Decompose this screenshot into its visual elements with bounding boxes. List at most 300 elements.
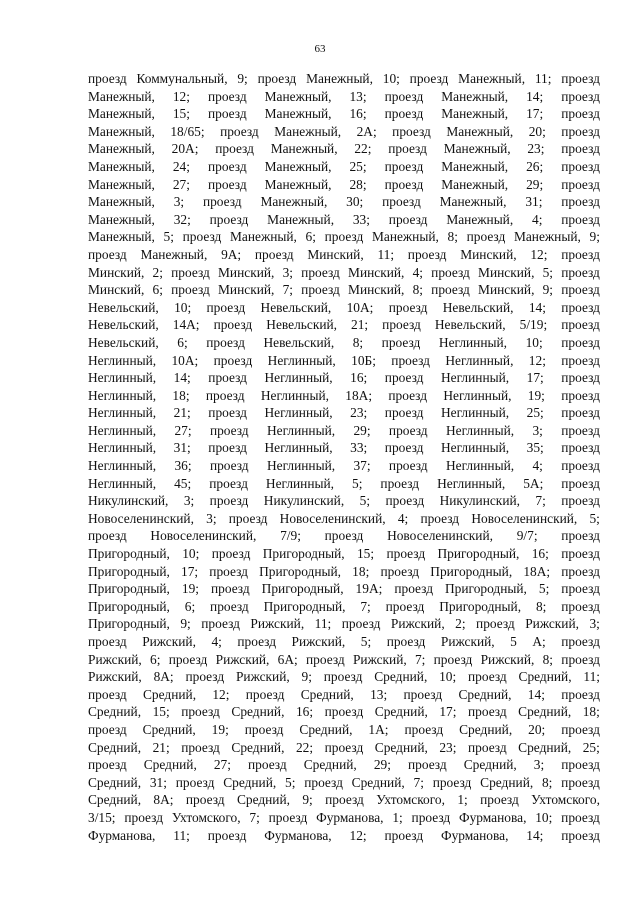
word: проезд	[431, 264, 470, 280]
word: 5;	[538, 581, 550, 597]
word: проезд	[381, 334, 421, 350]
word: проезд	[561, 634, 600, 649]
word: Рижский,	[525, 616, 579, 632]
word: Манежный,	[88, 158, 155, 174]
word: 27;	[172, 176, 190, 192]
word: Манежный,	[441, 88, 509, 104]
word: 4;	[532, 458, 543, 474]
word: 26;	[526, 158, 544, 174]
word: 24;	[172, 158, 190, 174]
word: Рижский,	[440, 634, 495, 649]
word: 17;	[439, 704, 457, 720]
word: Неглинный,	[438, 334, 508, 350]
word: проезд	[561, 370, 600, 386]
word: Минский,	[348, 282, 405, 298]
word: 14;	[173, 370, 191, 386]
word: проезд	[245, 686, 285, 702]
text-line	[88, 827, 600, 845]
word: 5;	[163, 229, 174, 245]
word: 9;	[237, 71, 248, 86]
text-line	[88, 369, 600, 387]
text-line	[88, 703, 600, 721]
word: проезд	[382, 194, 421, 210]
word: 14;	[527, 686, 545, 702]
word: Неглинный,	[264, 370, 333, 386]
word: проезд	[384, 370, 424, 386]
text-line	[88, 299, 600, 317]
word: Средний,	[142, 686, 197, 702]
word: 3;	[533, 757, 545, 773]
word: 14;	[528, 299, 546, 315]
word: проезд	[228, 510, 268, 526]
word: Рижский,	[352, 651, 407, 667]
word: 31;	[173, 440, 191, 456]
word: 23;	[350, 405, 368, 421]
word: Неглинный,	[441, 440, 510, 456]
word: Новоселенинский,	[150, 528, 257, 544]
word: проезд	[211, 546, 251, 562]
word: проезд	[386, 634, 426, 649]
word: Неглинный,	[445, 352, 514, 368]
word: Пригородный,	[439, 598, 522, 614]
word: 7;	[413, 774, 424, 790]
word: проезд	[561, 246, 600, 262]
word: Невельский,	[434, 317, 506, 333]
word: 19;	[211, 721, 229, 737]
word: 9;	[180, 616, 191, 632]
word: 18А;	[523, 563, 551, 579]
word: Манежный,	[264, 106, 332, 122]
word: проезд	[380, 563, 420, 579]
text-line	[88, 580, 600, 598]
word: 5/19;	[519, 317, 548, 333]
word: 35;	[526, 440, 544, 456]
word: 1;	[392, 809, 403, 825]
word: Средний,	[231, 704, 285, 720]
word: проезд	[213, 352, 253, 368]
text-line	[88, 193, 600, 211]
word: Манежный,	[88, 141, 155, 157]
text-line	[88, 264, 600, 282]
text-line	[88, 563, 600, 581]
word: 10;	[382, 71, 400, 86]
word: проезд	[244, 721, 284, 737]
word: проезд	[209, 563, 248, 579]
word: проезд	[88, 757, 127, 773]
word: 1;	[457, 792, 468, 808]
word: 8;	[352, 334, 364, 350]
word: Манежный,	[441, 106, 509, 122]
word: проезд	[380, 475, 420, 491]
word: Минский,	[307, 246, 364, 262]
word: Манежный,	[439, 194, 507, 210]
word: проезд	[384, 440, 424, 456]
word: 29;	[353, 422, 371, 438]
word: проезд	[382, 317, 421, 333]
word: Средний,	[236, 792, 290, 808]
word: Ухтомского,	[531, 792, 600, 808]
word: проезд	[388, 211, 428, 227]
word: проезд	[206, 299, 246, 315]
text-line	[88, 615, 600, 633]
word: 7;	[282, 282, 293, 298]
text-line	[88, 633, 600, 651]
word: проезд	[409, 71, 449, 86]
word: Манежный,	[446, 211, 514, 227]
word: проезд	[561, 581, 600, 597]
word: 2;	[152, 264, 163, 280]
word: Манежный,	[264, 88, 332, 104]
word: проезд	[201, 616, 240, 632]
word: 19;	[181, 581, 199, 597]
word: Манежный,	[229, 229, 297, 245]
word: Минский,	[218, 264, 275, 280]
word: Манежный,	[88, 88, 155, 104]
text-line	[88, 246, 600, 264]
word: 33;	[352, 211, 370, 227]
word: проезд	[561, 598, 600, 614]
word: проезд	[213, 317, 253, 333]
word: Неглинный,	[441, 370, 510, 386]
word: 20;	[528, 123, 546, 139]
word: проезд	[407, 246, 447, 262]
word: Средний,	[458, 686, 512, 702]
word: проезд	[561, 299, 600, 315]
word: проезд	[324, 229, 364, 245]
word: проезд	[209, 475, 248, 491]
word: Неглинный,	[267, 352, 336, 368]
word: проезд	[168, 651, 208, 667]
word: 23;	[527, 141, 545, 157]
word: 11;	[583, 669, 600, 685]
word: 18;	[172, 387, 190, 403]
word: Минский,	[478, 264, 535, 280]
word: Неглинный,	[437, 475, 506, 491]
word: проезд	[388, 141, 427, 157]
word: проезд	[388, 422, 428, 438]
word: Новоселенинский,	[387, 528, 493, 544]
text-line	[88, 387, 600, 405]
word: Средний,	[299, 721, 353, 737]
word: Манежный,	[140, 246, 208, 262]
word: проезд	[561, 546, 600, 562]
word: проезд	[210, 581, 250, 597]
word: проезд	[561, 88, 600, 104]
word: проезд	[88, 634, 127, 649]
word: проезд	[185, 792, 225, 808]
word: Манежный,	[88, 123, 155, 139]
word: Невельский,	[260, 299, 332, 315]
word: проезд	[306, 651, 345, 667]
word: Средний,	[351, 774, 405, 790]
word: 5А;	[523, 475, 544, 491]
word: Неглинный,	[265, 475, 335, 491]
word: проезд	[185, 669, 225, 685]
word: Пригородный,	[88, 563, 170, 579]
word: 3;	[589, 616, 600, 632]
word: 20;	[528, 721, 546, 737]
word: Рижский,	[480, 651, 535, 667]
word: проезд	[561, 176, 600, 192]
word: проезд	[209, 493, 249, 509]
word: 7/9;	[280, 528, 301, 544]
word: проезд	[476, 616, 515, 632]
word: проезд	[466, 229, 506, 245]
word: Пригородный,	[263, 598, 346, 614]
word: Неглинный,	[88, 370, 157, 386]
word: Невельский,	[88, 334, 159, 350]
word: проезд	[324, 739, 364, 755]
word: Неглинный,	[88, 405, 157, 421]
text-line	[88, 668, 600, 686]
word: 10Б;	[351, 352, 376, 368]
word: Средний,	[88, 774, 142, 790]
word: Средний,	[88, 792, 142, 808]
word: проезд	[404, 721, 444, 737]
word: проезд	[561, 721, 600, 737]
word: 5;	[352, 475, 363, 491]
word: 10А;	[346, 299, 374, 315]
text-line	[88, 721, 600, 739]
word: 10;	[525, 334, 543, 350]
word: 13;	[349, 88, 367, 104]
word: проезд	[206, 334, 245, 350]
word: проезд	[561, 141, 600, 157]
text-line	[88, 211, 600, 229]
word: Рижский,	[390, 616, 445, 632]
word: Манежный,	[260, 194, 328, 210]
word: 4;	[211, 634, 222, 649]
text-line	[88, 352, 600, 370]
word: 12;	[530, 246, 548, 262]
text-line	[88, 809, 600, 827]
word: 7;	[414, 651, 426, 667]
word: 18/65;	[170, 123, 205, 139]
word: Манежный,	[270, 141, 338, 157]
word: 11;	[377, 246, 395, 262]
word: Пригородный,	[445, 581, 527, 597]
word: проезд	[181, 739, 220, 755]
word: Манежный,	[274, 123, 342, 139]
word: Манежный,	[443, 141, 511, 157]
word: 8;	[447, 229, 458, 245]
word: проезд	[254, 246, 294, 262]
word: Манежный,	[306, 71, 373, 86]
word: 3;	[206, 510, 217, 526]
word: проезд	[88, 71, 127, 86]
word: проезд	[171, 264, 210, 280]
word: проезд	[388, 299, 428, 315]
word: 6;	[184, 598, 196, 614]
word: проезд	[210, 598, 249, 614]
word: 6;	[152, 282, 163, 298]
word: Средний,	[374, 739, 428, 755]
word: Средний,	[374, 669, 428, 685]
word: 11;	[534, 71, 552, 86]
word: Средний,	[143, 757, 197, 773]
word: проезд	[561, 158, 600, 174]
word: проезд	[209, 211, 249, 227]
word: проезд	[384, 405, 424, 421]
text-line	[88, 527, 600, 545]
word: проезд	[341, 616, 381, 632]
word: проезд	[561, 757, 600, 773]
word: проезд	[202, 194, 242, 210]
word: 14А;	[172, 317, 200, 333]
word: 25;	[582, 739, 600, 755]
word: Фурманова,	[441, 827, 509, 843]
word: 18;	[352, 563, 370, 579]
word: проезд	[403, 686, 443, 702]
text-line	[88, 123, 600, 141]
word: Манежный,	[264, 176, 332, 192]
word: проезд	[207, 827, 247, 843]
word: 4;	[532, 211, 543, 227]
word: Невельский,	[442, 299, 514, 315]
word: 16;	[531, 546, 549, 562]
word: Фурманова,	[88, 827, 156, 843]
word: 4;	[412, 264, 423, 280]
text-line	[88, 140, 600, 158]
text-line	[88, 334, 600, 352]
word: Минский,	[348, 264, 405, 280]
word: проезд	[304, 774, 343, 790]
word: 25;	[349, 158, 367, 174]
word: проезд	[247, 757, 287, 773]
word: проезд	[561, 809, 600, 825]
word: 21;	[152, 739, 170, 755]
word: проезд	[325, 792, 364, 808]
word: проезд	[561, 422, 600, 438]
word: проезд	[468, 669, 507, 685]
word: проезд	[467, 704, 507, 720]
word: проезд	[324, 528, 364, 544]
word: 14;	[526, 827, 544, 843]
word: проезд	[301, 264, 340, 280]
word: проезд	[411, 809, 451, 825]
word: проезд	[561, 106, 600, 122]
word: 12;	[212, 686, 230, 702]
word: Ухтомского,	[376, 792, 445, 808]
text-line	[88, 739, 600, 757]
word: Манежный,	[513, 229, 581, 245]
text-line	[88, 158, 600, 176]
word: проезд	[432, 774, 472, 790]
word: Средний,	[518, 739, 572, 755]
word: Неглинный,	[260, 387, 329, 403]
word: 10;	[174, 299, 192, 315]
word: проезд	[384, 176, 424, 192]
word: проезд	[257, 71, 297, 86]
word: Манежный,	[88, 194, 155, 210]
word: 6;	[150, 651, 161, 667]
word: 16;	[350, 370, 368, 386]
word: 11;	[173, 827, 190, 843]
word: проезд	[384, 827, 424, 843]
text-line	[88, 475, 600, 493]
word: Пригородный,	[259, 563, 342, 579]
word: 3;	[282, 264, 293, 280]
word: 7;	[360, 598, 371, 614]
word: проезд	[561, 282, 600, 298]
word: проезд	[208, 370, 247, 386]
word: Фурманова,	[316, 809, 384, 825]
word: 11;	[314, 616, 332, 632]
word: проезд	[124, 809, 164, 825]
address-list-text	[88, 70, 600, 844]
word: 21;	[351, 317, 369, 333]
word: 33;	[350, 440, 368, 456]
word: проезд	[433, 651, 473, 667]
word: проезд	[209, 422, 249, 438]
word: Неглинный,	[266, 458, 336, 474]
word: 3/15;	[88, 809, 116, 825]
word: Неглинный,	[88, 352, 157, 368]
word: 8;	[412, 282, 423, 298]
word: проезд	[171, 282, 210, 298]
text-line	[88, 439, 600, 457]
word: Минский,	[460, 246, 517, 262]
word: 2А;	[356, 123, 377, 139]
word: 37;	[353, 458, 371, 474]
word: проезд	[208, 440, 247, 456]
text-line	[88, 228, 600, 246]
word: 8А;	[153, 792, 174, 808]
word: Пригородный,	[430, 563, 513, 579]
word: 30;	[346, 194, 364, 210]
word: 27;	[174, 422, 192, 438]
word: проезд	[207, 88, 247, 104]
word: 15;	[152, 704, 170, 720]
word: Невельский,	[266, 317, 338, 333]
word: 9;	[542, 282, 554, 298]
word: 16;	[349, 106, 367, 122]
word: проезд	[561, 493, 600, 509]
word: проезд	[208, 405, 247, 421]
text-line	[88, 651, 600, 669]
word: проезд	[561, 686, 600, 702]
word: Средний,	[142, 721, 196, 737]
word: Манежный,	[446, 123, 514, 139]
word: 36;	[174, 458, 192, 474]
word: проезд	[388, 458, 428, 474]
word: Пригородный,	[262, 546, 345, 562]
word: Минский,	[88, 264, 145, 280]
word: проезд	[207, 176, 247, 192]
word: проезд	[301, 282, 340, 298]
word: 6;	[305, 229, 316, 245]
word: Невельский,	[263, 334, 335, 350]
text-line	[88, 545, 600, 563]
word: 2;	[455, 616, 466, 632]
word: Рижский,	[88, 651, 142, 667]
word: проезд	[384, 88, 424, 104]
word: Средний,	[459, 721, 513, 737]
word: Невельский,	[88, 317, 159, 333]
word: Манежный,	[88, 211, 155, 227]
word: проезд	[561, 334, 600, 350]
word: проезд	[384, 106, 424, 122]
word: Средний,	[223, 774, 277, 790]
word: 21;	[173, 405, 191, 421]
word: Средний,	[374, 704, 428, 720]
word: проезд	[561, 352, 600, 368]
word: Фурманова,	[264, 827, 332, 843]
word: проезд	[561, 563, 600, 579]
word: 15;	[172, 106, 190, 122]
text-line	[88, 105, 600, 123]
word: Манежный,	[371, 229, 439, 245]
